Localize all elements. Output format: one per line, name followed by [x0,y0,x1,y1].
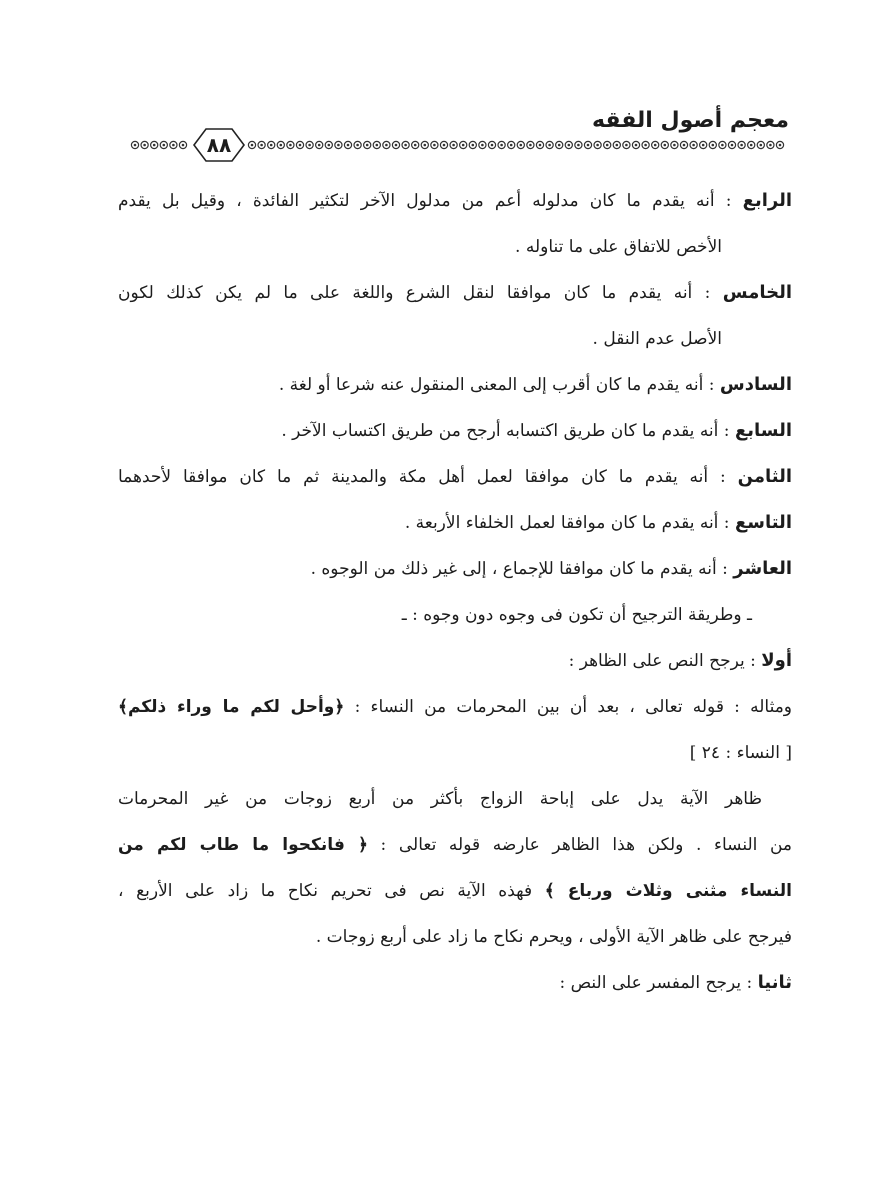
ornament-flower-icon [738,141,745,148]
ornament-flower-icon [258,141,265,148]
term-fifth: الخامس [722,282,792,303]
ornament-flower-icon [402,141,409,148]
verse-para3: النساء مثنى وثلاث ورباع ﴾ [544,881,792,901]
line-fifth-cont [118,316,792,362]
ornament-flower-icon [575,141,582,148]
line-first [118,638,792,684]
verse-para2: ﴿ فانكحوا ما طاب لكم من [118,835,368,855]
ornament-flower-icon [546,141,553,148]
term-first: أولا [761,650,792,671]
ornament-flower-icon [450,141,457,148]
term-eighth: الثامن [737,466,792,487]
text-example: ومثاله : قوله تعالى ، بعد أن بين المحرمات من النساء : [354,697,792,717]
ornament-flower-icon [488,141,495,148]
ornament-flower-icon [373,141,380,148]
ornament-flower-icon [680,141,687,148]
ornament-flower-icon [306,141,313,148]
ornament-flower-icon [160,141,167,148]
ornament-flower-icon [527,141,534,148]
text-second: : يرجح المفسر على النص : [559,973,753,993]
ornament-flower-icon [141,141,148,148]
ornament-flower-icon [335,141,342,148]
ornament-flower-icon [460,141,467,148]
ornament-flower-icon [296,141,303,148]
ornament-flower-icon [248,141,255,148]
line-ninth [118,500,792,546]
ornament-flower-icon [642,141,649,148]
ornament-flower-icon [354,141,361,148]
ornament-flower-icon [479,141,486,148]
ornament-flower-icon [719,141,726,148]
ornament-flower-icon [364,141,371,148]
ornament-flower-icon [536,141,543,148]
text-para1: ظاهر الآية يدل على إباحة الزواج بأكثر من أربع زوجات من غير المحرمات [118,789,762,809]
verse-reference: [ النساء : ٢٤ ] [689,743,792,763]
ornament-flower-icon [748,141,755,148]
page-body [118,178,792,1006]
ornament-flower-icon [412,141,419,148]
term-ninth: التاسع [734,512,792,533]
ornament-flower-icon [623,141,630,148]
line-second [118,960,792,1006]
text-sixth: : أنه يقدم ما كان أقرب إلى المعنى المنقول عنه شرعا أو لغة . [278,375,715,395]
ornament-flower-icon [508,141,515,148]
line-para1 [118,776,792,822]
text-tenth: : أنه يقدم ما كان موافقا للإجماع ، إلى غير ذلك من الوجوه . [310,559,728,579]
term-fourth: الرابع [742,190,792,211]
ornament-flower-icon [179,141,186,148]
text-fourth-cont: الأخص للاتفاق على ما تناوله . [515,237,722,257]
text-fifth: : أنه يقدم ما كان موافقا لنقل الشرع واللغة على ما لم يكن كذلك لكون [118,283,711,303]
page-number: ٨٨ [206,133,232,157]
line-eighth [118,454,792,500]
ornament-flower-icon [584,141,591,148]
line-tenth [118,546,792,592]
text-eighth: : أنه يقدم ما كان موافقا لعمل أهل مكة والمدينة ثم ما كان موافقا لأحدهما [118,467,726,487]
ornament-flower-icon [325,141,332,148]
text-fourth: : أنه يقدم ما كان مدلوله أعم من مدلول الآخر لتكثير الفائدة ، وقيل بل يقدم [118,191,732,211]
ornament-flower-icon [728,141,735,148]
ornament-flower-icon [440,141,447,148]
text-method: ـ وطريقة الترجيح أن تكون فى وجوه دون وجوه : ـ [401,605,752,625]
text-first: : يرجح النص على الظاهر : [568,651,756,671]
ornament-flower-icon [594,141,601,148]
ornament-flower-icon [556,141,563,148]
term-seventh: السابع [734,420,792,441]
ornament-flower-icon [344,141,351,148]
ornament-flower-icon [517,141,524,148]
ornament-flower-icon [661,141,668,148]
ornament-flower-icon [392,141,399,148]
ornament-flower-icon [431,141,438,148]
ornament-flower-icon [652,141,659,148]
ornament-flower-icon [700,141,707,148]
verse-example: ﴿وأحل لكم ما وراء ذلكم﴾ [118,697,345,717]
line-para3 [118,868,792,914]
line-example-ref [118,730,792,776]
ornament-flower-icon [131,141,138,148]
ornament-flower-icon [604,141,611,148]
ornament-flower-icon [632,141,639,148]
ornament-flower-icon [565,141,572,148]
text-para2: من النساء . ولكن هذا الظاهر عارضه قوله تعالى : [380,835,792,855]
text-para4: فيرجح على ظاهر الآية الأولى ، ويحرم نكاح ما زاد على أربع زوجات . [315,927,792,947]
book-title: معجم أصول الفقه [592,108,789,133]
ornament-flower-icon [469,141,476,148]
ornament-flower-icon [613,141,620,148]
line-fourth-cont [118,224,792,270]
line-sixth [118,362,792,408]
text-para3: فهذه الآية نص فى تحريم نكاح ما زاد على الأربع ، [118,881,533,901]
ornament-flower-icon [671,141,678,148]
line-fifth [118,270,792,316]
ornament-flower-icon [277,141,284,148]
ornament-flower-icon [690,141,697,148]
ornament-flower-icon [170,141,177,148]
ornament-flower-icon [316,141,323,148]
text-seventh: : أنه يقدم ما كان طريق اكتسابه أرجح من طريق اكتساب الآخر . [281,421,730,441]
line-seventh [118,408,792,454]
term-tenth: العاشر [733,558,792,579]
ornament-flower-icon [709,141,716,148]
line-fourth [118,178,792,224]
ornament-flower-icon [151,141,158,148]
ornament-flower-icon [767,141,774,148]
term-sixth: السادس [719,374,792,395]
ornament-flower-icon [287,141,294,148]
ornament-flower-icon [268,141,275,148]
ornament-flower-icon [498,141,505,148]
line-para4 [118,914,792,960]
term-second: ثانيا [757,972,792,993]
line-example [118,684,792,730]
ornament-flower-icon [757,141,764,148]
text-fifth-cont: الأصل عدم النقل . [592,329,722,349]
line-method [118,592,792,638]
text-ninth: : أنه يقدم ما كان موافقا لعمل الخلفاء الأربعة . [404,513,730,533]
ornament-flower-icon [421,141,428,148]
line-para2 [118,822,792,868]
ornament-flower-icon [383,141,390,148]
ornament-flower-icon [776,141,783,148]
